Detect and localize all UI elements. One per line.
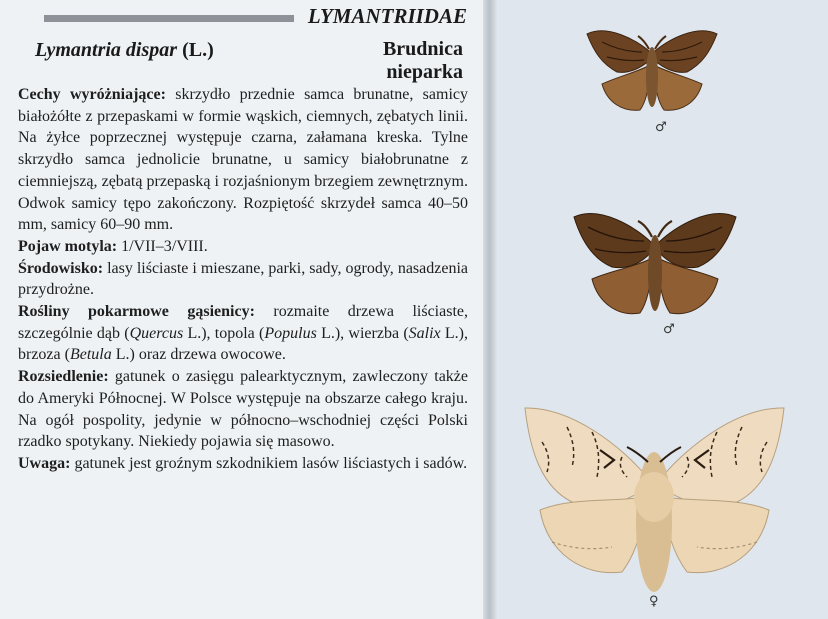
section-text: L.) oraz drzewa owocowe. xyxy=(111,346,286,364)
section-habitat xyxy=(18,258,468,301)
taxon-name: Populus xyxy=(264,324,317,342)
species-latin-author: (L.) xyxy=(182,39,214,61)
moth-male-1-illustration xyxy=(582,22,722,122)
section-features xyxy=(18,84,468,236)
section-text: gatunek jest groźnym szkodnikiem lasów liściastych i sadów. xyxy=(70,454,468,472)
book-spine xyxy=(483,0,497,619)
family-title: LYMANTRIIDAE xyxy=(307,4,467,28)
sex-symbol: ♂ xyxy=(663,322,675,337)
section-text: 1/VII–3/VIII. xyxy=(117,237,208,255)
species-latin-binomial: Lymantria dispar xyxy=(35,39,178,61)
section-label: Środowisko: xyxy=(18,259,104,277)
section-flight-period xyxy=(18,236,468,258)
section-text: skrzydło przednie samca brunatne, samicy białożółte z przepaskami w formie wąskich, ciemnych, zębatych linii. Na żyłce poprzecznej występuje czarna, załamana kreska. Tylne skrzydło samca jednolicie brunatne, u samicy białobrunatne z ciemniejszą, zębatą przepaską i rozjaśnionym brzegiem zewnętrznym. Odwok samicy tępo zakończony. Rozpiętość skrzydeł samca 40–50 mm, samicy 60–90 mm. xyxy=(18,86,468,234)
taxon-name: Betula xyxy=(69,346,112,364)
species-common-line2: nieparka xyxy=(386,61,463,83)
section-label: Cechy wyróżniające: xyxy=(18,86,166,103)
section-text: rozmaite drzewa liściaste, szczególnie dąb ( xyxy=(18,303,468,342)
description-body xyxy=(18,84,468,475)
section-distribution xyxy=(18,366,468,453)
section-label: Rośliny pokarmowe gąsienicy: xyxy=(18,303,255,321)
section-text: lasy liściaste i mieszane, parki, sady, ogrody, nasadzenia przydrożne. xyxy=(18,259,468,299)
taxon-name: Quercus xyxy=(129,324,184,342)
section-note xyxy=(18,453,468,475)
section-food-plants xyxy=(18,301,468,366)
section-text: L.), wierzba ( xyxy=(316,324,409,342)
section-text: L.), brzoza ( xyxy=(18,324,469,364)
right-page xyxy=(497,0,828,619)
sex-symbol: ♂ xyxy=(655,120,667,135)
section-label: Pojaw motyla: xyxy=(18,237,118,255)
moth-male-2-illustration xyxy=(570,205,740,330)
species-common-line1: Brudnica xyxy=(382,38,463,60)
species-latin-name xyxy=(35,39,214,62)
moth-female-illustration xyxy=(522,402,787,597)
section-label: Rozsiedlenie: xyxy=(18,368,109,386)
sex-symbol: ♀ xyxy=(649,594,659,609)
species-common-name xyxy=(383,38,463,84)
section-text: L.), topola ( xyxy=(183,324,265,342)
section-label: Uwaga: xyxy=(18,454,71,472)
header-rule xyxy=(44,15,294,22)
section-text: gatunek o zasięgu palearktycznym, zawleczony także do Ameryki Północnej. W Polsce występuje na obszarze całego kraju. Na ogół pospolity, jedynie w północno–wschodniej części Polski rzadko spotykany. Niekiedy pojawia się masowo. xyxy=(18,368,468,451)
taxon-name: Salix xyxy=(408,324,441,342)
